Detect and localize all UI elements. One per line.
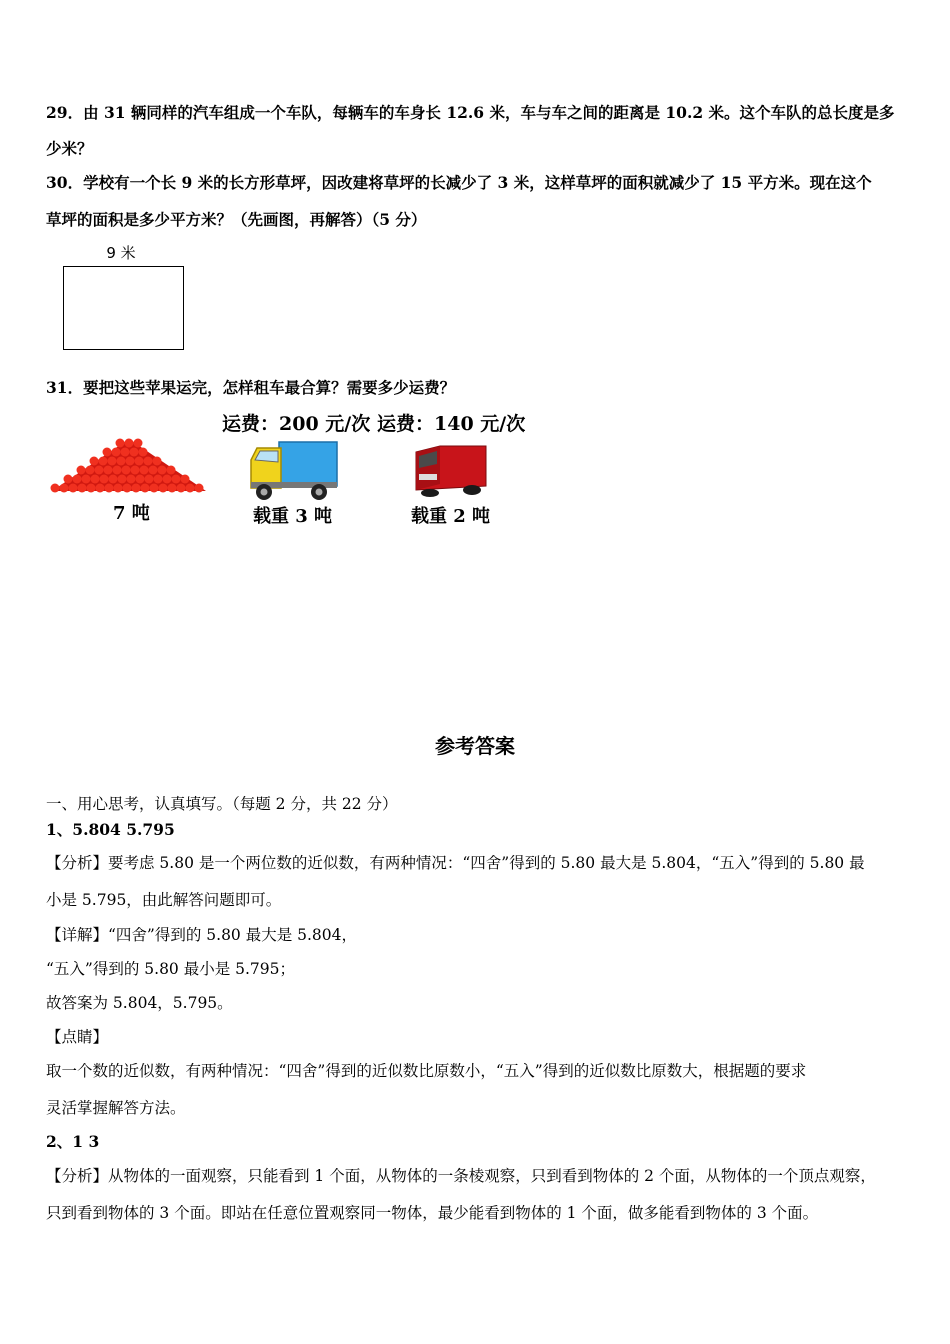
- answer-1-comment-heading: 【点睛】: [46, 1028, 109, 1046]
- lawn-rectangle: [63, 266, 184, 350]
- apple-dot: [73, 475, 82, 484]
- answer-1-detail-line1: 【详解】“四舍”得到的 5.80 最大是 5.804，: [46, 926, 358, 944]
- apple-dot: [60, 484, 69, 493]
- answer-2: 2、1 3: [46, 1132, 100, 1151]
- apple-dot: [150, 484, 159, 493]
- apple-dot: [136, 475, 145, 484]
- apple-dot: [112, 448, 121, 457]
- apple-dot: [134, 439, 143, 448]
- apple-dot: [113, 466, 122, 475]
- answer-1-comment-line1: 取一个数的近似数，有两种情况：“四舍”得到的近似数比原数小，“五入”得到的近似数比原数大，根据题的要求: [46, 1062, 807, 1080]
- apple-dot: [96, 484, 105, 493]
- apple-dot: [130, 448, 139, 457]
- apple-dot: [145, 475, 154, 484]
- section-heading: 一、用心思考，认真填写。（每题 2 分，共 22 分）: [46, 795, 398, 813]
- apple-dot: [177, 484, 186, 493]
- answers-title: 参考答案: [435, 734, 515, 758]
- apple-dot: [109, 475, 118, 484]
- answer-1-comment-line2: 灵活掌握解答方法。: [46, 1099, 186, 1117]
- lawn-figure: [63, 242, 187, 263]
- q30-line1: 30．学校有一个长 9 米的长方形草坪，因改建将草坪的长减少了 3 米，这样草坪的面积就减少了 15 平方米。现在这个: [46, 173, 872, 192]
- answer-1-analysis-line1: 【分析】要考虑 5.80 是一个两位数的近似数，有两种情况：“四舍”得到的 5.80 最大是 5.804，“五入”得到的 5.80 最: [46, 854, 865, 872]
- apple-dot: [172, 475, 181, 484]
- answer-1-analysis-line2: 小是 5.795，由此解答问题即可。: [46, 891, 282, 909]
- apple-dot: [82, 475, 91, 484]
- answer-1: 1、5.804 5.795: [46, 820, 175, 839]
- answer-2-analysis-line2: 只到看到物体的 3 个面。即站在任意位置观察同一物体，最少能看到物体的 1 个面，做多能看到物体的 3 个面。: [46, 1204, 819, 1222]
- apple-dot: [127, 475, 136, 484]
- apple-dot: [87, 484, 96, 493]
- apple-dot: [141, 484, 150, 493]
- apple-dot: [99, 457, 108, 466]
- apple-dot: [104, 466, 113, 475]
- apple-dot: [139, 448, 148, 457]
- apple-dot: [78, 484, 87, 493]
- apple-dot: [117, 457, 126, 466]
- apple-dot: [131, 466, 140, 475]
- apple-dot: [123, 484, 132, 493]
- apple-dot: [90, 457, 99, 466]
- fee-big-truck: 运费：200 元/次: [222, 413, 371, 435]
- apple-dot: [69, 484, 78, 493]
- answer-1-detail-line3: 故答案为 5.804，5.795。: [46, 994, 233, 1012]
- apple-dot: [195, 484, 204, 493]
- apple-dot: [154, 475, 163, 484]
- apple-dot: [163, 475, 172, 484]
- apple-dot: [159, 484, 168, 493]
- q29-line1: 29．由 31 辆同样的汽车组成一个车队，每辆车的车身长 12.6 米，车与车之间的距离是 10.2 米。这个车队的总长度是多: [46, 103, 895, 122]
- apple-dot: [122, 466, 131, 475]
- q31-line1: 31．要把这些苹果运完，怎样租车最合算？需要多少运费？: [46, 378, 456, 397]
- answer-2-analysis-line1: 【分析】从物体的一面观察，只能看到 1 个面，从物体的一条棱观察，只到看到物体的 2 个面，从物体的一个顶点观察，: [46, 1167, 876, 1185]
- apple-dot: [144, 457, 153, 466]
- apple-dot: [108, 457, 117, 466]
- q29-line2: 少米？: [46, 139, 93, 158]
- apple-dot: [168, 484, 177, 493]
- apple-dot: [121, 448, 130, 457]
- apple-dot: [149, 466, 158, 475]
- apple-dot: [153, 457, 162, 466]
- apple-dot: [86, 466, 95, 475]
- apple-dot: [116, 439, 125, 448]
- blue-truck-label: 载重 3 吨: [253, 506, 333, 527]
- apple-dot: [186, 484, 195, 493]
- apple-dot: [64, 475, 73, 484]
- fee-small-truck: 运费：140 元/次: [377, 413, 526, 435]
- blue-truck-icon: [249, 438, 339, 502]
- apple-dot: [100, 475, 109, 484]
- red-truck-icon: [412, 444, 488, 498]
- apple-dot: [135, 457, 144, 466]
- apple-dot: [91, 475, 100, 484]
- apple-dot: [132, 484, 141, 493]
- apple-dot: [118, 475, 127, 484]
- apple-dot: [167, 466, 176, 475]
- apple-dot: [114, 484, 123, 493]
- apple-dot: [181, 475, 190, 484]
- apple-dot: [51, 484, 60, 493]
- apple-dot: [126, 457, 135, 466]
- lawn-length-label: 9 米: [106, 244, 136, 262]
- apple-dot: [105, 484, 114, 493]
- apple-dot: [95, 466, 104, 475]
- answer-1-detail-line2: “五入”得到的 5.80 最小是 5.795；: [46, 960, 296, 978]
- red-truck-label: 载重 2 吨: [411, 506, 491, 527]
- q30-line2: 草坪的面积是多少平方米？（先画图，再解答）（5 分）: [46, 210, 427, 229]
- apple-pile-icon: [50, 436, 208, 496]
- apple-dot: [140, 466, 149, 475]
- apple-weight-label: 7 吨: [113, 503, 150, 524]
- apple-dot: [103, 448, 112, 457]
- apple-dot: [158, 466, 167, 475]
- apple-dot: [77, 466, 86, 475]
- apple-dot: [125, 439, 134, 448]
